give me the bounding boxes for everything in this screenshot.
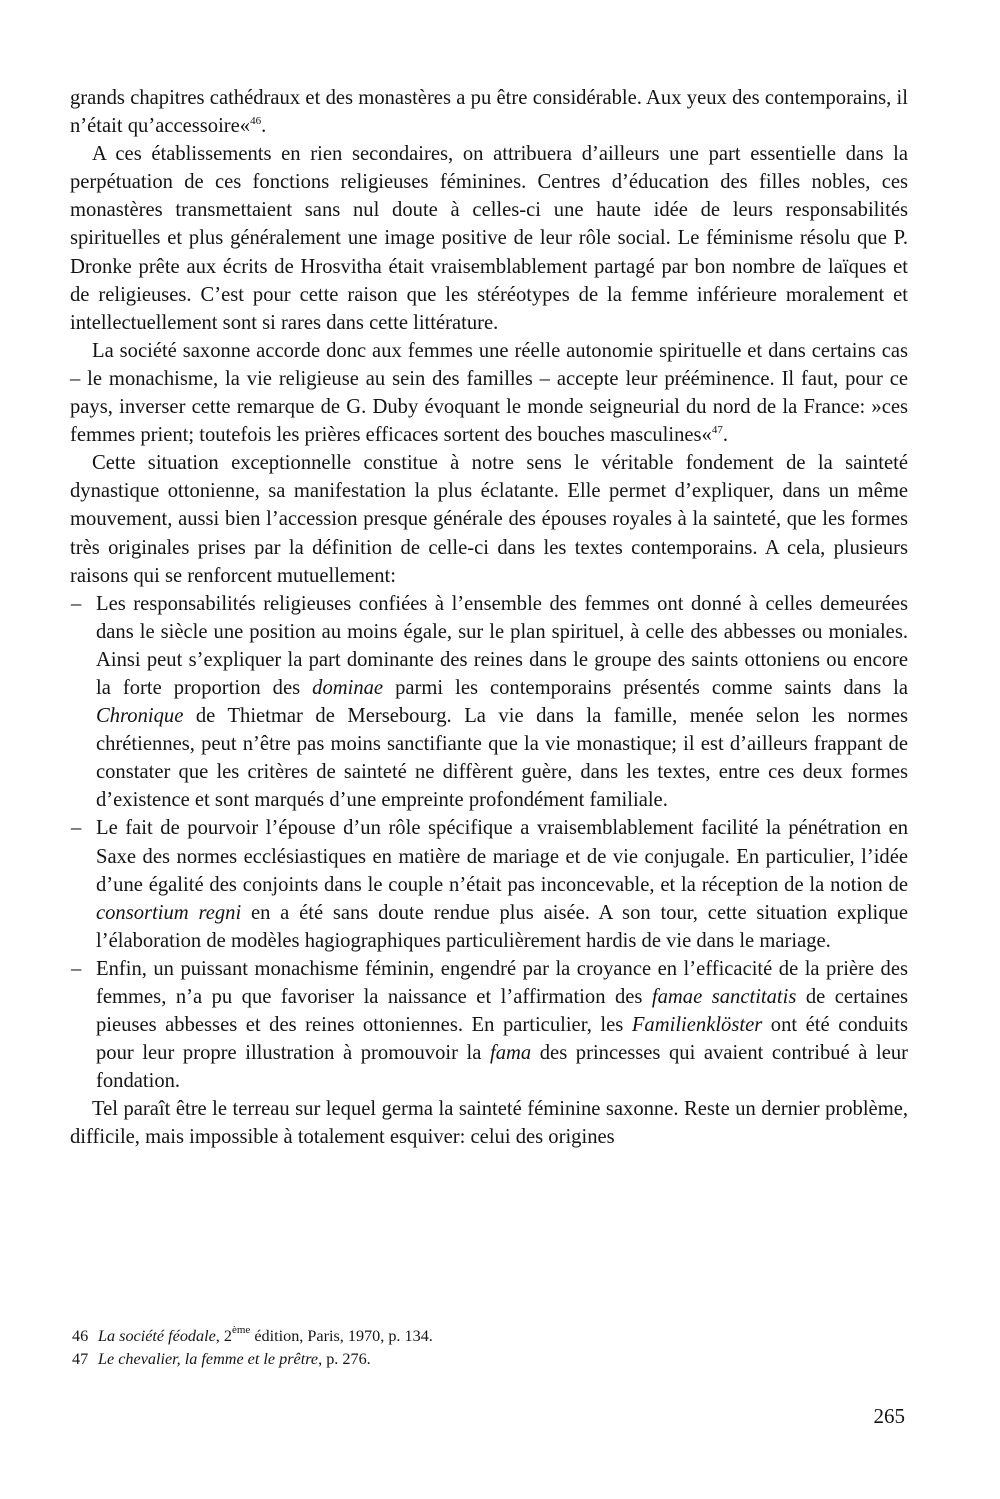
footnote-text: , p. 276. xyxy=(318,1350,371,1368)
footnote-number: 46 xyxy=(72,1327,89,1345)
dash-marker: – xyxy=(71,592,82,615)
edition-number: 2 xyxy=(223,1327,232,1345)
italic-term: Chronique xyxy=(96,705,184,728)
footnote-number: 47 xyxy=(72,1350,89,1368)
footnote-46: 46 La société féodale, 2ème édition, Paris, 1970, p. 134. xyxy=(72,1325,908,1348)
text: . xyxy=(261,115,267,138)
paragraph-continuation xyxy=(70,84,908,140)
edition-superscript: ème xyxy=(231,1324,251,1336)
footnote-ref-47[interactable]: 47 xyxy=(711,424,723,437)
page-body xyxy=(70,84,908,1152)
dash-marker: – xyxy=(71,817,82,840)
dash-marker: – xyxy=(71,957,82,980)
paragraph: Tel paraît être le terreau sur lequel germa la sainteté féminine saxonne. Reste un dernier problème, difficile, mais impossible à totalement esquiver: celui des origines xyxy=(70,1098,908,1149)
italic-term: dominae xyxy=(312,676,384,699)
list-item: – Le fait de pourvoir l’épouse d’un rôle spécifique a vraisemblablement facilité la pénétration en Saxe des normes ecclésiastiques en matière de mariage et de vie conjugale. En particulier, l’idée d’une égalité des conjoints dans le couple n’était pas inconcevable, et la réception de la notion de consortium regni en a été sans doute rendue plus aisée. A son tour, cette situation explique l’élaboration de modèles hagiographiques particulièrement hardis de vie dans le mariage. xyxy=(70,814,908,954)
footnote-title: Le chevalier, la femme et le prêtre xyxy=(98,1350,319,1368)
footnote-title: La société féodale xyxy=(98,1327,216,1345)
list-item: – Enfin, un puissant monachisme féminin, engendré par la croyance en l’efficacité de la prière des femmes, n’a pu que favoriser la naissance et l’affirmation des famae sanctitatis de certaines pieuses abbesses et des reines ottoniennes. En particulier, les Familienklöster ont été conduits pour leur propre illustration à promouvoir la fama des princesses qui avaient contribué à leur fondation. xyxy=(70,955,908,1095)
text: . xyxy=(722,424,728,447)
italic-term: fama xyxy=(490,1042,532,1065)
italic-term: consortium regni xyxy=(96,901,242,924)
footnote-text: édition, Paris, 1970, p. 134. xyxy=(250,1327,433,1345)
footnote-ref-46[interactable]: 46 xyxy=(250,115,262,128)
italic-term: famae sanctitatis xyxy=(651,986,797,1008)
text: La société saxonne accorde donc aux femmes une réelle autonomie spirituelle et dans certains cas – le monachisme, la vie religieuse au sein des familles – accepte leur prééminence. Il faut, pour ce pays, inverser cette remarque de G. Duby évoquant le monde seigneurial du nord de la France: »ces femmes prient; toutefois les prières efficaces sortent des bouches masculines« xyxy=(70,339,908,447)
paragraph xyxy=(70,337,908,449)
list-item: – Les responsabilités religieuses confiées à l’ensemble des femmes ont donné à celles demeurées dans le siècle une position au moins égale, sur le plan spirituel, à celle des abbesses ou moniales. Ainsi peut s’expliquer la part dominante des reines dans le groupe des saints ottoniens ou encore la forte proportion des dominae parmi les contemporains présentés comme saints dans la Chronique de Thietmar de Mersebourg. La vie dans la famille, menée selon les normes chrétiennes, peut n’être pas moins sanctifiante que la vie monastique; il est d’ailleurs frappant de constater que les critères de sainteté ne diffèrent guère, dans les textes, entre ces deux formes d’existence et sont marqués d’une empreinte profondément familiale. xyxy=(70,590,908,815)
footnotes xyxy=(72,1325,908,1371)
paragraph: A ces établissements en rien secondaires, on attribuera d’ailleurs une part essentielle dans la perpétuation de ces fonctions religieuses féminines. Centres d’éducation des filles nobles, ces monastères transmettaient sans nul doute à celles-ci une haute idée de leurs responsabilités spirituelles et plus généralement une image positive de leur rôle social. Le féminisme résolu que P. Dronke prête aux écrits de Hrosvitha était vraisemblablement partagé par bon nombre de laïques et de religieuses. C’est pour cette raison que les stéréotypes de la femme inférieure moralement et intellectuellement sont si rares dans cette littérature. xyxy=(70,143,908,334)
dash-list xyxy=(70,590,908,1096)
footnote-47 xyxy=(72,1348,908,1371)
italic-term: Familienklöster xyxy=(631,1014,763,1037)
text: grands chapitres cathédraux et des monastères a pu être considérable. Aux yeux des contemporains, il n’était qu’accessoire« xyxy=(70,87,908,138)
page-number: 265 xyxy=(873,1404,905,1428)
paragraph: Cette situation exceptionnelle constitue à notre sens le véritable fondement de la sainteté dynastique ottonienne, sa manifestation la plus éclatante. Elle permet d’expliquer, dans un même mouvement, aussi bien l’accession presque générale des épouses royales à la sainteté, que les formes très originales prises par la définition de celle-ci dans les textes contemporains. A cela, plusieurs raisons qui se renforcent mutuellement: xyxy=(70,452,908,587)
